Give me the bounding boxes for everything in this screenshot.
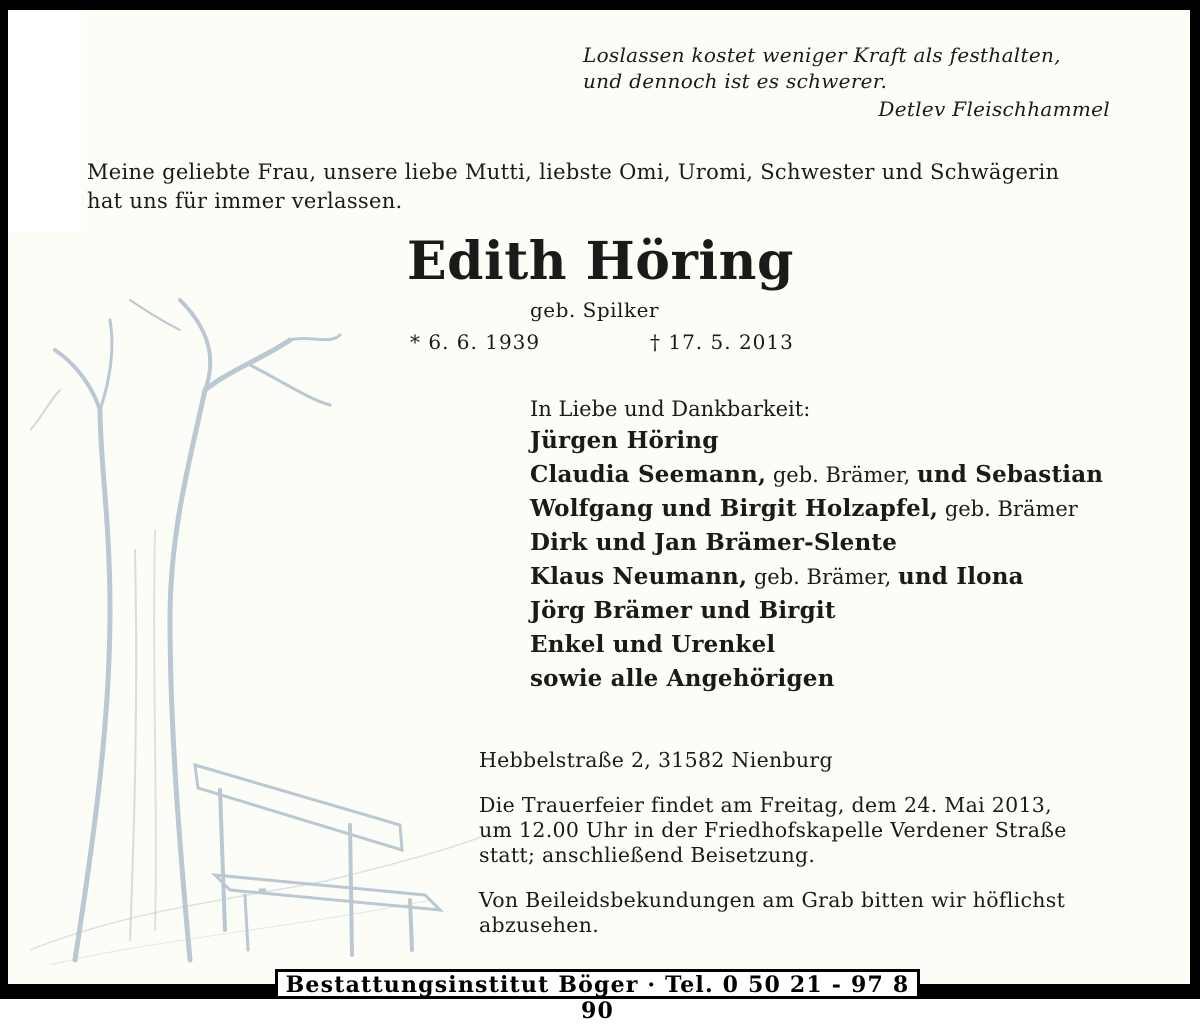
mourner-name: Jürgen Höring xyxy=(530,427,719,454)
maiden-name: geb. Spilker xyxy=(530,298,659,322)
quote-author: Detlev Fleischhammel xyxy=(878,97,1110,121)
mourner-line xyxy=(530,458,1103,492)
intro-line-1: Meine geliebte Frau, unsere liebe Mutti, liebste Omi, Uromi, Schwester und Schwägerin xyxy=(87,160,1060,184)
mourner-line xyxy=(530,594,1103,628)
condolence-line-1: Von Beileidsbekundungen am Grab bitten wir höflichst xyxy=(479,888,1066,912)
paper-notch xyxy=(8,10,81,232)
mourner-note: geb. Brämer, xyxy=(747,565,898,589)
footer-box xyxy=(275,969,920,1024)
service-info xyxy=(479,793,1067,868)
mourner-name: Dirk und Jan Brämer-Slente xyxy=(530,529,898,556)
birth-date: * 6. 6. 1939 xyxy=(410,330,541,354)
mourner-name: Wolfgang und Birgit Holzapfel, xyxy=(530,495,939,522)
mourner-line xyxy=(530,628,1103,662)
mourner-list xyxy=(530,424,1103,696)
deceased-name: Edith Höring xyxy=(407,231,794,292)
mourner-name: Klaus Neumann, xyxy=(530,563,748,590)
tree-bench-illustration xyxy=(30,290,500,970)
mourner-name: sowie alle Angehörigen xyxy=(530,665,835,692)
footer-text: Bestattungsinstitut Böger · Tel. 0 50 21 - 97 8 90 xyxy=(285,972,910,1024)
service-line-1: Die Trauerfeier findet am Freitag, dem 24. Mai 2013, xyxy=(479,793,1052,817)
mourner-name: Claudia Seemann, xyxy=(530,461,767,488)
service-line-2: um 12.00 Uhr in der Friedhofskapelle Verdener Straße xyxy=(479,818,1067,842)
condolence-note xyxy=(479,888,1065,938)
mourner-name: Jörg Brämer und Birgit xyxy=(530,597,836,624)
mourner-name: und Ilona xyxy=(897,563,1024,590)
mourner-line xyxy=(530,492,1103,526)
mourner-line xyxy=(530,560,1103,594)
address: Hebbelstraße 2, 31582 Nienburg xyxy=(479,748,833,772)
death-date: † 17. 5. 2013 xyxy=(650,330,794,354)
mourner-note: geb. Brämer xyxy=(938,497,1078,521)
mourner-name: Enkel und Urenkel xyxy=(530,631,776,658)
mourner-name: und Sebastian xyxy=(916,461,1104,488)
condolence-line-2: abzusehen. xyxy=(479,913,600,937)
mourner-note: geb. Brämer, xyxy=(766,463,917,487)
mourner-line xyxy=(530,526,1103,560)
mourner-line xyxy=(530,424,1103,458)
mourners-heading: In Liebe und Dankbarkeit: xyxy=(530,397,811,421)
service-line-3: statt; anschließend Beisetzung. xyxy=(479,843,816,867)
quote-line-1: Loslassen kostet weniger Kraft als festhalten, xyxy=(583,43,1061,67)
mourner-line xyxy=(530,662,1103,696)
intro-line-2: hat uns für immer verlassen. xyxy=(87,189,403,213)
quote-line-2: und dennoch ist es schwerer. xyxy=(583,69,888,93)
